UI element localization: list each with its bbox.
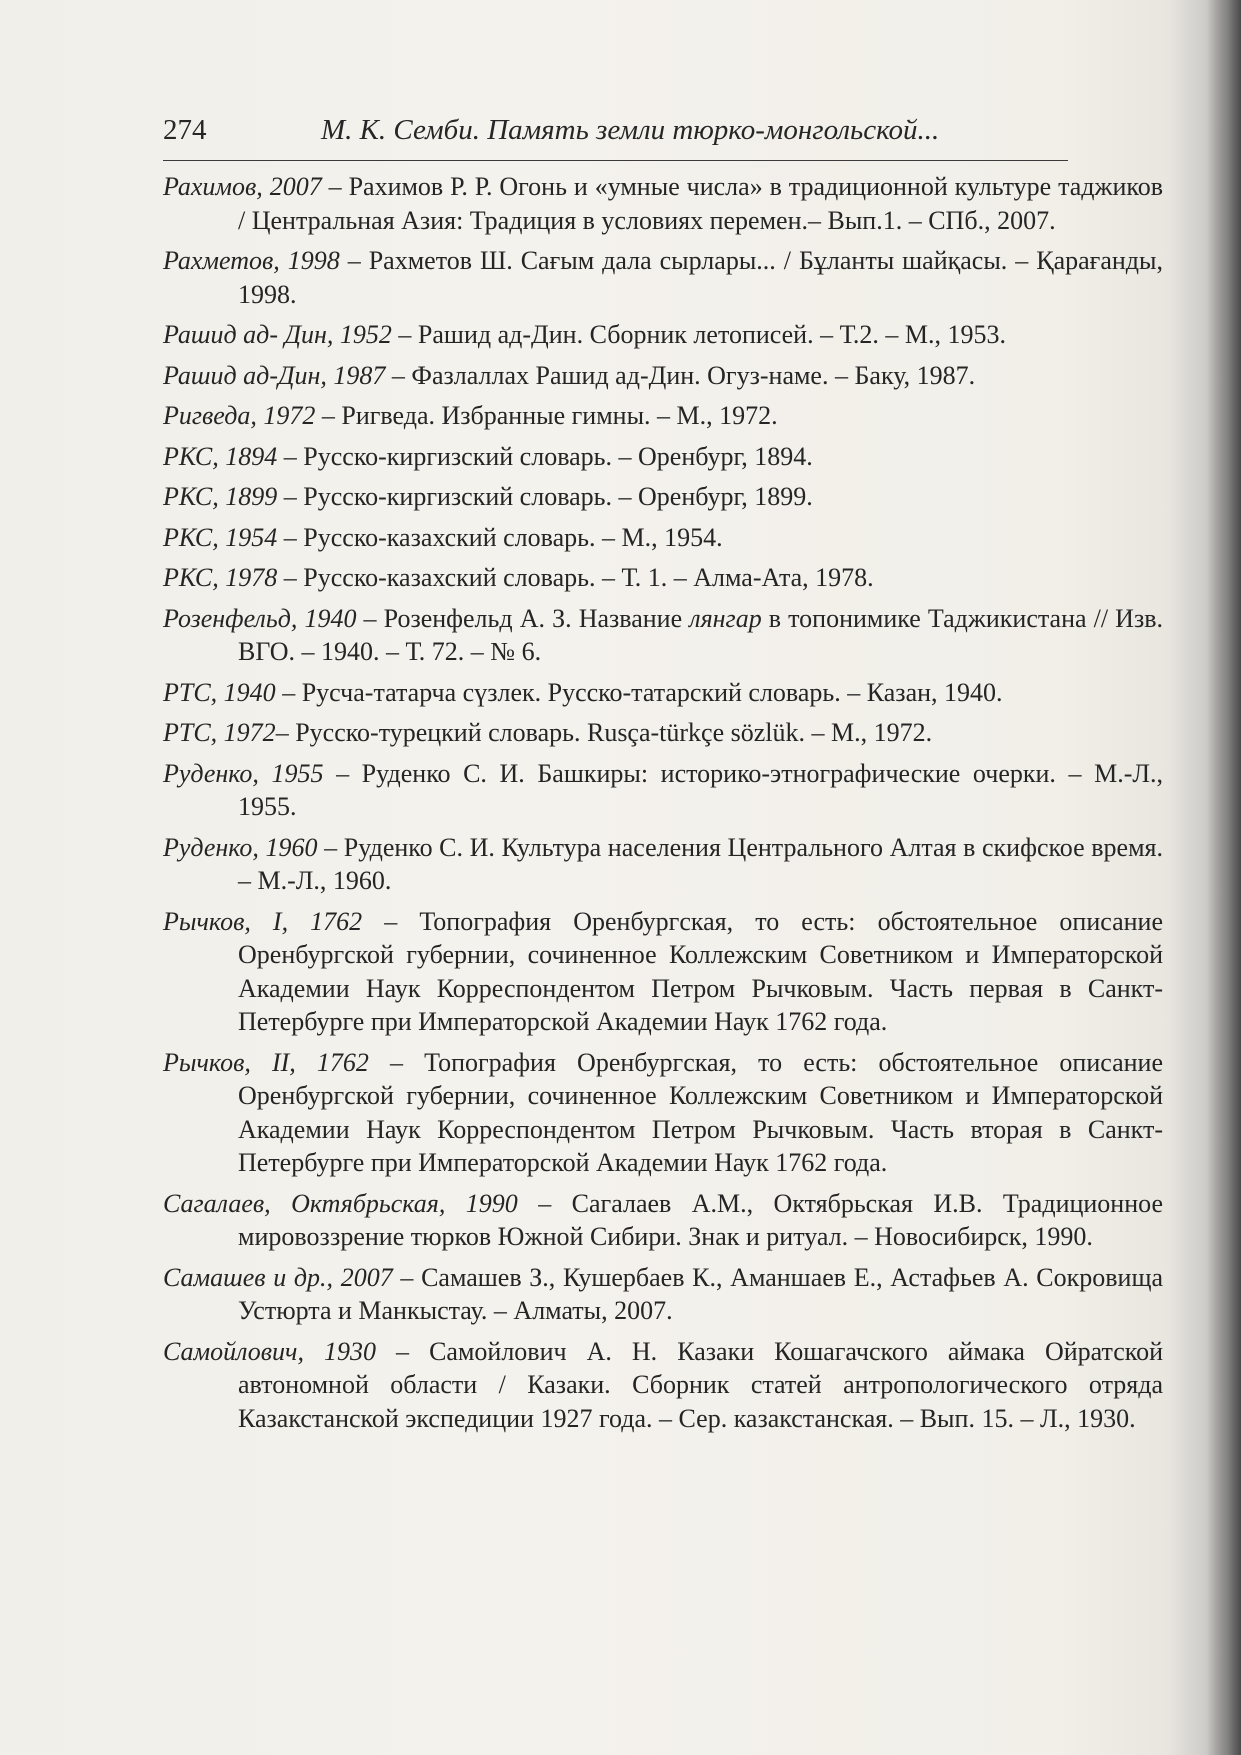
entry-text: – Русско-турецкий словарь. Rusça-türkçe sözlük. – М., 1972. [275,718,933,747]
entry-key: Ригведа, 1972 [163,401,316,430]
entry-key: Рашид ад-Дин, 1987 [163,360,386,390]
bibliography-entry [163,831,1163,898]
bibliography-entry [163,244,1163,311]
entry-italic-term: лянгар [689,603,762,633]
entry-key: Рычков, I, 1762 [163,906,363,936]
bibliography-entry [163,716,1163,750]
entry-text: – Топография Оренбургская, то есть: обстоятельное описание Оренбургской губернии, сочиненное Коллежским Советником и Императорской Академии Наук Корреспондентом Петром Рычковым. Часть вторая в Санкт-Петербурге при Императорской Академии Наук 1762 года. [238,1047,1164,1177]
entry-key: РКС, 1899 [163,482,278,511]
entry-key: РКС, 1954 [163,522,278,552]
entry-text: – Русско-казахский словарь. – Т. 1. – Алма-Ата, 1978. [277,563,874,592]
entry-text: – Самойлович А. Н. Казаки Кошагачского аймака Ойратской автономной области / Казаки. Сборник статей антропологического отряда Казакстанской экспедиции 1927 года. – Сер. казакстанская. – Вып. 15. – Л., 1930. [238,1336,1163,1433]
entry-key: Рахимов, 2007 [163,172,322,201]
entry-text: – Руденко С. И. Культура населения Центрального Алтая в скифское время. – М.-Л., 1960. [238,832,1163,895]
page-number: 274 [163,114,207,146]
bibliography-entry [163,399,1163,433]
bibliography-entry [163,318,1163,352]
entry-key: Рашид ад- Дин, 1952 [163,320,392,349]
entry-key: Самойлович, 1930 [163,1336,376,1366]
entry-key: РТС, 1972 [163,718,276,747]
entry-key: Рычков, II, 1762 [163,1047,369,1077]
entry-key: Руденко, 1960 [163,832,318,862]
entry-key: Сагалаев, Октябрьская, 1990 [163,1188,518,1218]
bibliography-entry [163,359,1163,393]
page-header [163,112,1068,161]
bibliography-entry [163,1187,1163,1254]
running-title: М. К. Семби. Память земли тюрко-монгольской... [321,114,940,146]
entry-text: – Розенфельд А. З. Название [356,603,690,633]
entry-text: – Руденко С. И. Башкиры: историко-этнографические очерки. – М.-Л., 1955. [238,758,1163,821]
entry-text: – Топография Оренбургская, то есть: обстоятельное описание Оренбургской губернии, сочиненное Коллежским Советником и Императорской Академии Наук Корреспондентом Петром Рычковым. Часть первая в Санкт-Петербурге при Императорской Академии Наук 1762 года. [238,906,1163,1036]
entry-key: РКС, 1978 [163,563,278,592]
entry-text: – Русско-киргизский словарь. – Оренбург, 1899. [277,482,813,511]
page-edge-shadow [1207,0,1241,1755]
bibliography-list [163,170,1163,1442]
bibliography-entry [163,440,1163,474]
entry-text: – Рахимов Р. Р. Огонь и «умные числа» в традиционной культуре таджиков / Центральная Азия: Традиция в условиях перемен.– Вып.1. – СПб., 2007. [238,172,1164,235]
entry-text: – Фазлаллах Рашид ад-Дин. Огуз-наме. – Баку, 1987. [385,360,976,390]
entry-text-continued: в топонимике Таджикистана // Изв. ВГО. – 1940. – Т. 72. – № 6. [238,603,1164,666]
bibliography-entry [163,561,1163,595]
bibliography-entry [163,1261,1163,1328]
entry-key: Рахметов, 1998 [163,246,340,275]
entry-key: РТС, 1940 [163,677,276,707]
bibliography-entry [163,1335,1163,1436]
entry-text: – Русско-киргизский словарь. – Оренбург, 1894. [277,441,813,471]
bibliography-entry [163,757,1163,824]
entry-text: – Рашид ад-Дин. Сборник летописей. – Т.2. – М., 1953. [391,320,1006,349]
entry-text: – Сагалаев А.М., Октябрьская И.В. Традиционное мировоззрение тюрков Южной Сибири. Знак и ритуал. – Новосибирск, 1990. [238,1188,1163,1251]
bibliography-entry [163,905,1163,1039]
entry-key: Самашев и др., 2007 [163,1262,393,1292]
entry-key: РКС, 1894 [163,441,278,471]
entry-text: – Русча-татарча сүзлек. Русско-татарский словарь. – Казан, 1940. [275,677,1003,707]
entry-key: Руденко, 1955 [163,758,324,788]
entry-text: – Русско-казахский словарь. – М., 1954. [277,522,723,552]
entry-key: Розенфельд, 1940 [163,603,357,633]
bibliography-entry [163,480,1163,514]
bibliography-entry [163,170,1163,237]
bibliography-entry [163,1046,1163,1180]
entry-text: – Самашев З., Кушербаев К., Аманшаев Е., Астафьев А. Сокровища Устюрта и Манкыстау. – Алматы, 2007. [238,1262,1164,1325]
entry-text: – Ригведа. Избранные гимны. – М., 1972. [315,401,778,430]
bibliography-entry [163,521,1163,555]
bibliography-entry [163,676,1163,710]
entry-text: – Рахметов Ш. Сағым дала сырлары... / Бұланты шайқасы. – Қарағанды, 1998. [238,246,1163,309]
bibliography-entry [163,602,1163,669]
